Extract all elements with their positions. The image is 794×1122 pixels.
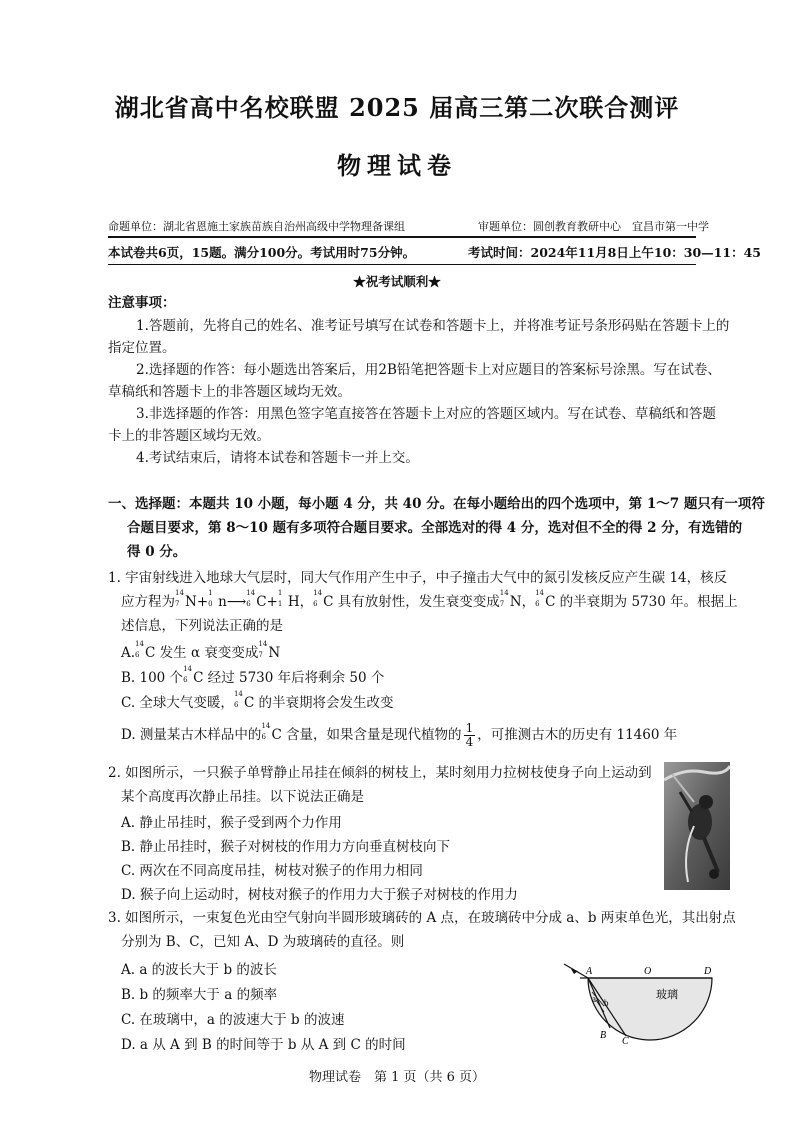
q2-option-d[interactable]: D. 猴子向上运动时，树枝对猴子的作用力大于猴子对树枝的作用力	[121, 887, 518, 903]
q2-option-b[interactable]: B. 静止吊挂时，猴子对树枝的作用力方向垂直树枝向下	[121, 839, 451, 855]
label-b: b	[604, 998, 609, 1008]
q2-stem: 2. 如图所示，一只猴子单臂静止吊挂在倾斜的树枝上，某时刻用力拉树枝使身子向上运动到	[108, 765, 652, 781]
exam-time: 考试时间：2024年11月8日上午10：30—11：45	[468, 245, 761, 260]
label-C: C	[622, 1036, 629, 1044]
label-O: O	[644, 966, 652, 977]
q3-stem-end: 分别为 B、C，已知 A、D 为玻璃砖的直径。则	[121, 934, 405, 950]
reviewer-unit: 审题单位：圆创教育教研中心 宜昌市第一中学	[478, 220, 709, 233]
notice-line: 2.选择题的作答：每小题选出答案后，用2B铅笔把答题卡上对应题目的答案标号涂黑。写在试卷、	[136, 362, 721, 378]
q1-option-b[interactable]: B. 100 个 14 6 C 经过 5730 年后将剩余 50 个	[121, 665, 385, 686]
subject-title: 物理试卷	[337, 151, 457, 180]
notice-line: 1.答题前，先将自己的姓名、准考证号填写在试卷和答题卡上，并将准考证号条形码贴在答题卡上的	[136, 318, 730, 334]
divider-bottom	[108, 264, 696, 265]
notice-heading: 注意事项：	[108, 295, 176, 311]
notice-line: 卡上的非答题区域均无效。	[108, 428, 270, 444]
label-D: D	[704, 966, 712, 977]
section-heading: 一、选择题：本题共 10 小题，每小题 4 分，共 40 分。在每小题给出的四个选项中，第 1～7 题只有一项符	[108, 496, 765, 512]
exam-scope: 本试卷共6页，15题。满分100分。考试用时75分钟。	[108, 245, 416, 260]
glass-block	[588, 978, 712, 1040]
q2-stem-end: 某个高度再次静止吊挂。以下说法正确是	[121, 789, 364, 805]
label-A: A	[586, 966, 593, 977]
notice-line: 3.非选择题的作答：用黑色签字笔直接答在答题卡上对应的答题区域内。写在试卷、草稿纸和答题	[136, 406, 716, 422]
section-heading: 得 0 分。	[127, 544, 187, 560]
monkey-photo	[664, 762, 730, 890]
q1-stem-end: 述信息，下列说法正确的是	[121, 618, 283, 634]
q1-option-a[interactable]: A. 14 6 C 发生 α 衰变变成 14 7 N	[121, 640, 281, 661]
label-glass: 玻璃	[656, 989, 678, 1001]
author-unit: 命题单位：湖北省恩施土家族苗族自治州高级中学物理备课组	[108, 220, 405, 233]
q2-option-c[interactable]: C. 两次在不同高度吊挂，树枝对猴子的作用力相同	[121, 863, 423, 879]
q1-option-c[interactable]: C. 全球大气变暖， 14 6 C 的半衰期将会发生改变	[121, 690, 394, 711]
notice-line: 指定位置。	[108, 340, 176, 356]
q3-stem: 3. 如图所示，一束复色光由空气射向半圆形玻璃砖的 A 点，在玻璃砖中分成 a、b 两束单色光，其出射点	[108, 910, 736, 926]
q3-option-b[interactable]: B. b 的频率大于 a 的频率	[121, 987, 278, 1003]
q3-option-a[interactable]: A. a 的波长大于 b 的波长	[121, 962, 277, 978]
q2-option-a[interactable]: A. 静止吊挂时，猴子受到两个力作用	[121, 815, 342, 831]
q1-equation-line: 应方程为 14 7 N+ 1 0 n⟶ 14 6 C+ 1 1 H， 14 6 C 具有放射性，发生衰变变成 14 7 N， 14 6 C 的半衰期为 5730 年。根据上	[121, 589, 738, 610]
notice-line: 草稿纸和答题卡上的非答题区域均无效。	[108, 384, 351, 400]
notice-line: 4.考试结束后，请将本试卷和答题卡一并上交。	[136, 450, 419, 466]
divider-top	[108, 236, 696, 238]
fraction-one-quarter: $\frac{1}{4}$	[465, 721, 474, 749]
blessing: ★祝考试顺利★	[353, 274, 441, 289]
q3-option-c[interactable]: C. 在玻璃中，a 的波速大于 b 的波速	[121, 1012, 345, 1028]
label-B: B	[600, 1030, 607, 1041]
section-heading: 合题目要求，第 8～10 题有多项符合题目要求。全部选对的得 4 分，选对但不全的得 2 分，有选错的	[127, 520, 743, 536]
q1-stem: 1. 宇宙射线进入地球大气层时，同大气作用产生中子，中子撞击大气中的氮引发核反应产生碳 14，核反	[108, 570, 728, 586]
exam-title: 湖北省高中名校联盟 2025 届高三第二次联合测评	[114, 93, 680, 122]
label-a: a	[592, 994, 596, 1004]
page-footer: 物理试卷 第 1 页（共 6 页）	[308, 1070, 486, 1085]
glass-semicircle-diagram	[558, 962, 718, 1044]
q3-option-d[interactable]: D. a 从 A 到 B 的时间等于 b 从 A 到 C 的时间	[121, 1037, 406, 1053]
q1-option-d[interactable]: D. 测量某古木样品中的 14 6 C 含量，如果含量是现代植物的 $\frac{1}{4}$ ，可推测古木的历史有 11460 年	[121, 721, 678, 749]
